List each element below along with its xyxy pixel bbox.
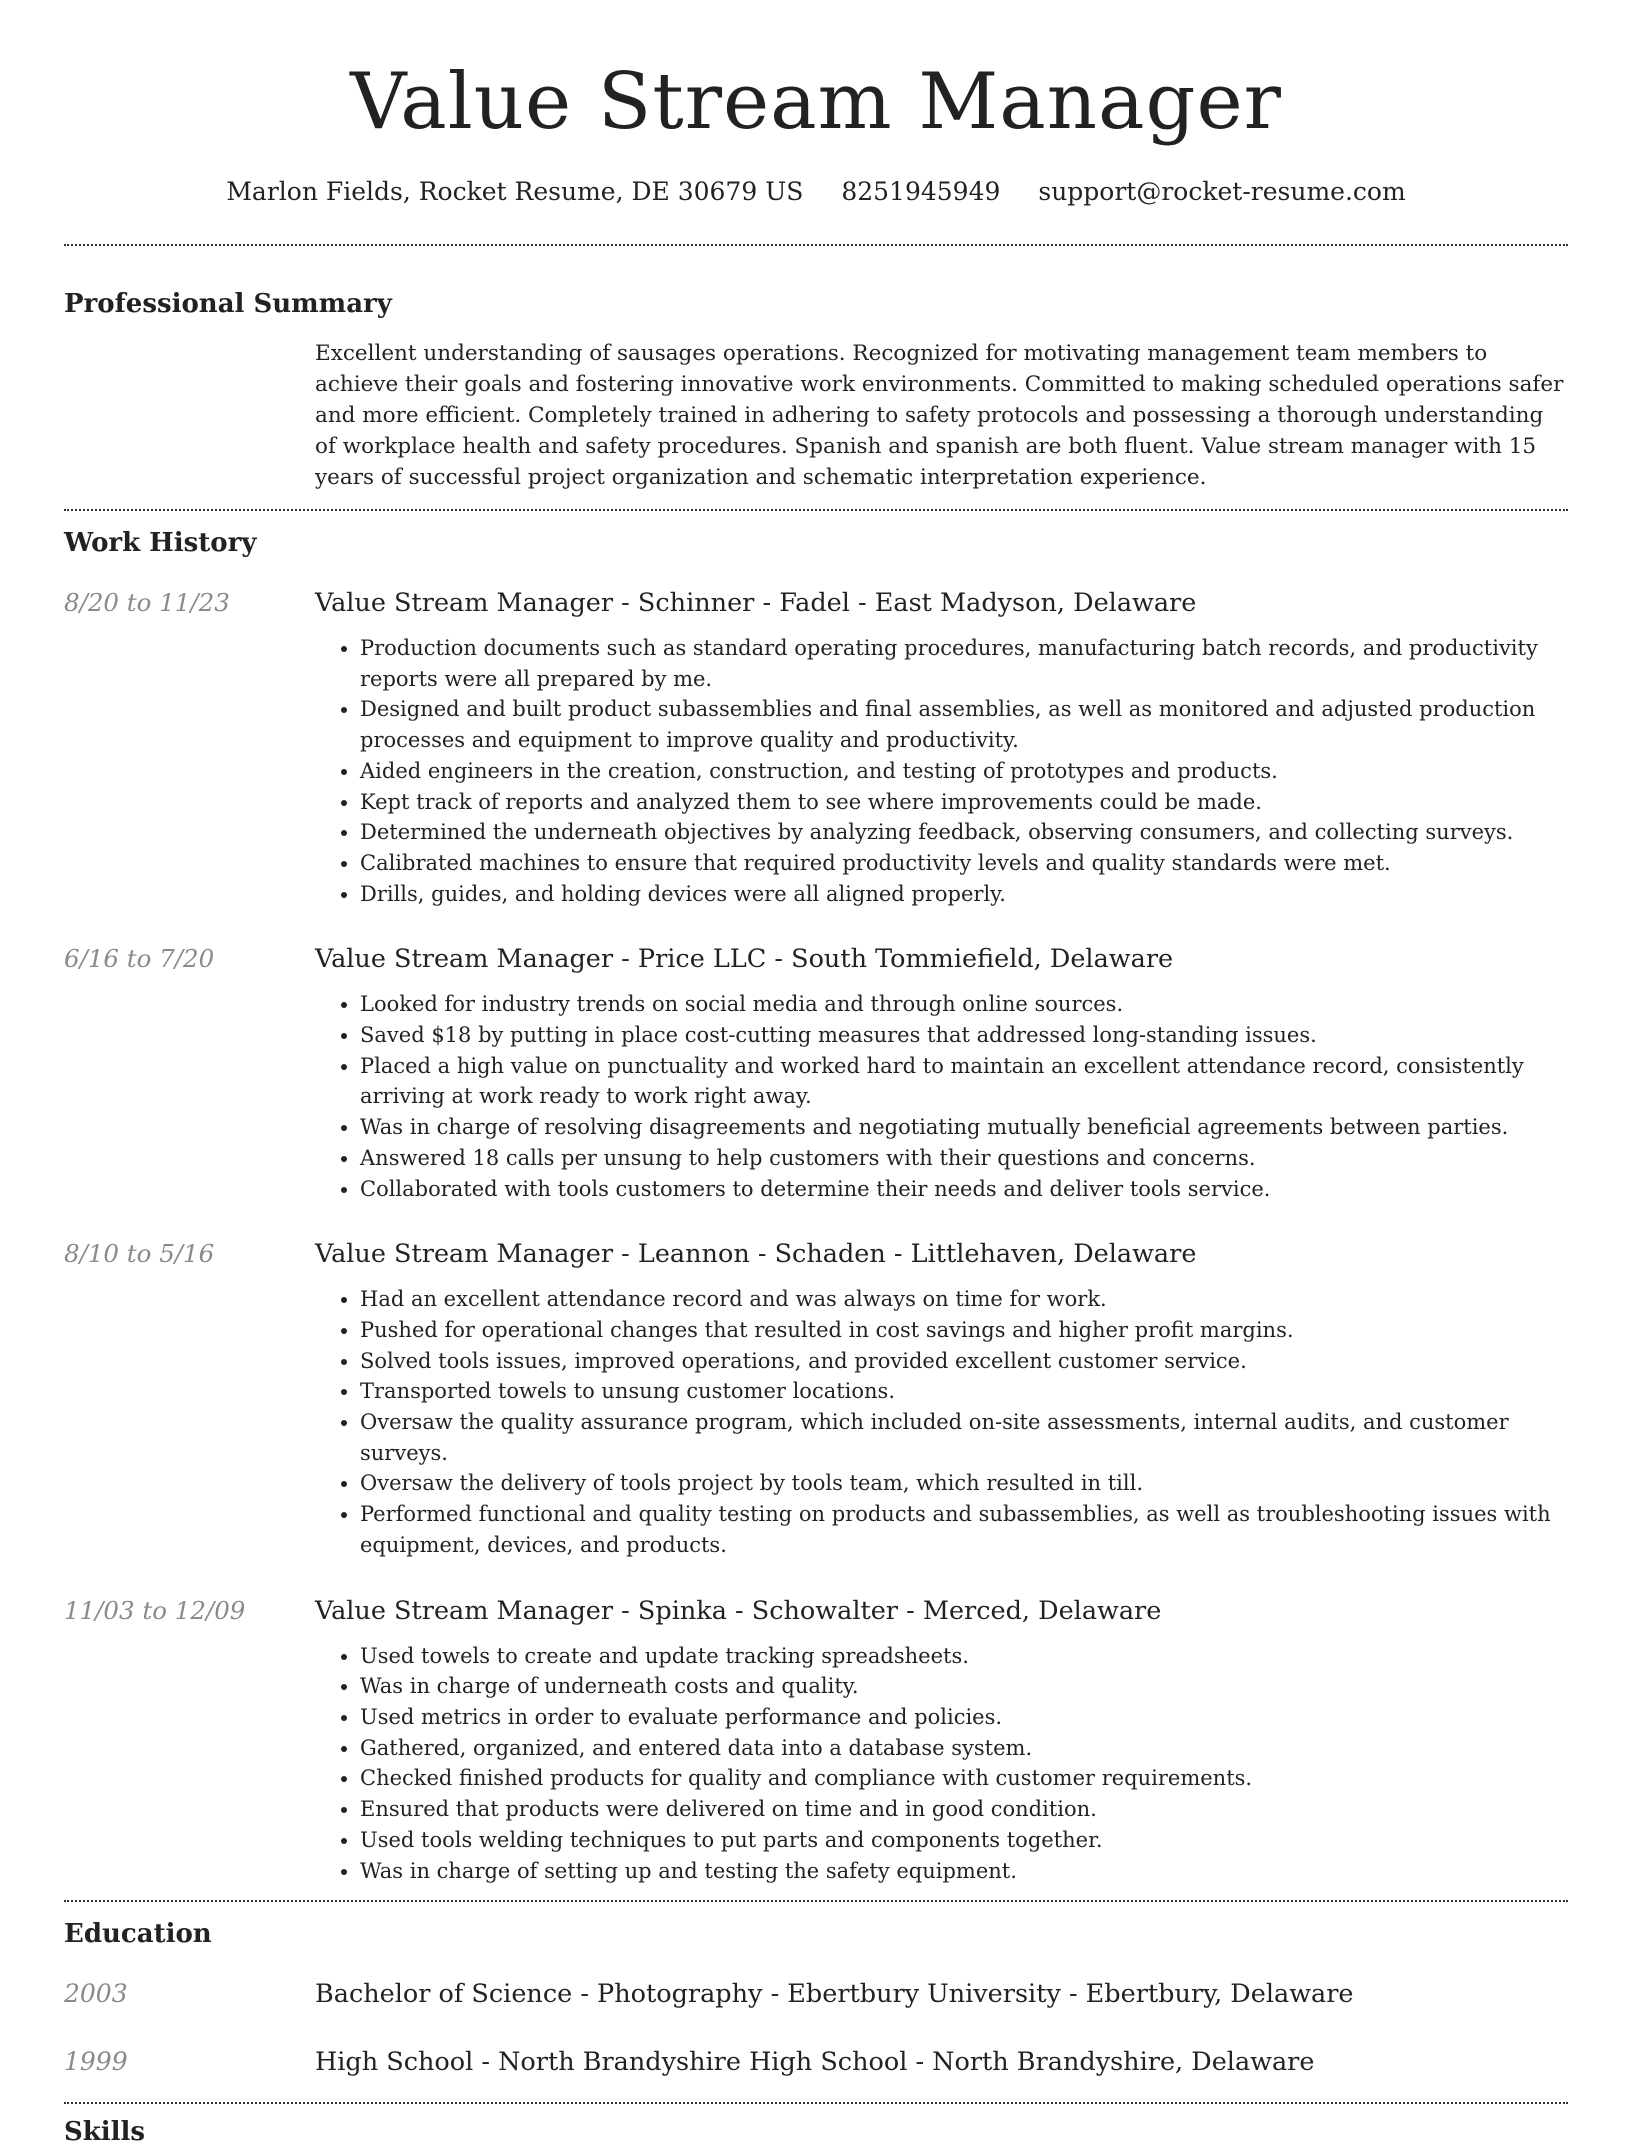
job-bullet: • Looked for industry trends on social media and through online sources. xyxy=(360,989,1568,1020)
job-bullet: • Gathered, organized, and entered data into a database system. xyxy=(360,1733,1568,1764)
job-date: 6/16 to 7/20 xyxy=(64,944,215,974)
summary-section xyxy=(64,286,1568,493)
job-bullet: • Answered 18 calls per unsung to help customers with their questions and concerns. xyxy=(360,1143,1568,1174)
job-bullet: • Solved tools issues, improved operations, and provided excellent customer service. xyxy=(360,1346,1568,1377)
job-bullet: • Designed and built product subassemblies and final assemblies, as well as monitored and adjusted production processes and equipment to improve quality and productivity. xyxy=(360,694,1568,755)
education-text: High School - North Brandyshire High School - North Brandyshire, Delaware xyxy=(315,2047,1315,2078)
job-entry xyxy=(64,941,1568,1204)
job-entry xyxy=(64,1236,1568,1560)
job-bullet: • Aided engineers in the creation, construction, and testing of prototypes and products. xyxy=(360,756,1568,787)
job-bullet: • Checked finished products for quality and compliance with customer requirements. xyxy=(360,1763,1568,1794)
summary-text: Excellent understanding of sausages operations. Recognized for motivating management team members to achieve their goals and fostering innovative work environments. Committed to making scheduled operations safer and more efficient. Completely trained in adhering to safety protocols and possessing a thorough understanding of workplace health and safety procedures. Spanish and spanish are both fluent. Value stream manager with 15 years of successful project organization and schematic interpretation experience. xyxy=(315,341,1564,490)
education-list xyxy=(64,1976,1568,2080)
section-title-work-history: Work History xyxy=(64,528,257,558)
contact-line xyxy=(64,174,1568,210)
contact-email[interactable]: support@rocket-resume.com xyxy=(1038,177,1406,206)
contact-phone: 8251945949 xyxy=(841,177,1001,206)
job-body xyxy=(315,585,1568,909)
job-bullet: • Used towels to create and update tracking spreadsheets. xyxy=(360,1641,1568,1672)
divider xyxy=(64,509,1568,511)
job-bullet: • Oversaw the delivery of tools project by tools team, which resulted in till. xyxy=(360,1468,1568,1499)
divider xyxy=(64,244,1568,246)
job-bullet: • Kept track of reports and analyzed them to see where improvements could be made. xyxy=(360,787,1568,818)
job-bullet: • Calibrated machines to ensure that required productivity levels and quality standards were met. xyxy=(360,848,1568,879)
section-title-summary: Professional Summary xyxy=(64,289,392,319)
job-bullet: • Placed a high value on punctuality and worked hard to maintain an excellent attendance record, consistently arriving at work ready to work right away. xyxy=(360,1051,1568,1112)
job-list xyxy=(64,585,1568,1886)
job-heading: Value Stream Manager - Leannon - Schaden - Littlehaven, Delaware xyxy=(315,1239,1197,1270)
job-bullets xyxy=(315,1641,1568,1887)
job-bullet: • Had an excellent attendance record and was always on time for work. xyxy=(360,1284,1568,1315)
job-bullet: • Was in charge of setting up and testing the safety equipment. xyxy=(360,1856,1568,1887)
job-bullets xyxy=(315,633,1568,909)
education-text: Bachelor of Science - Photography - Ebertbury University - Ebertbury, Delaware xyxy=(315,1979,1354,2010)
job-heading: Value Stream Manager - Price LLC - South Tommiefield, Delaware xyxy=(315,944,1174,975)
work-history-section xyxy=(64,525,1568,1886)
job-date: 8/10 to 5/16 xyxy=(64,1239,215,1269)
education-date: 1999 xyxy=(64,2047,128,2077)
job-bullet: • Collaborated with tools customers to determine their needs and deliver tools service. xyxy=(360,1174,1568,1205)
job-bullet: • Was in charge of underneath costs and quality. xyxy=(360,1671,1568,1702)
resume-title: Value Stream Manager xyxy=(350,57,1282,147)
job-date: 11/03 to 12/09 xyxy=(64,1595,246,1625)
job-bullet: • Determined the underneath objectives by analyzing feedback, observing consumers, and collecting surveys. xyxy=(360,817,1568,848)
job-body xyxy=(315,1593,1568,1887)
job-entry xyxy=(64,585,1568,909)
job-bullet: • Saved $18 by putting in place cost-cutting measures that addressed long-standing issues. xyxy=(360,1020,1568,1051)
education-entry xyxy=(64,1976,1568,2012)
education-section xyxy=(64,1916,1568,2080)
job-bullets xyxy=(315,989,1568,1204)
job-bullets xyxy=(315,1284,1568,1560)
job-bullet: • Used tools welding techniques to put parts and components together. xyxy=(360,1825,1568,1856)
job-bullet: • Performed functional and quality testing on products and subassemblies, as well as troubleshooting issues with equipment, devices, and products. xyxy=(360,1499,1568,1560)
job-bullet: • Oversaw the quality assurance program, which included on-site assessments, internal audits, and customer surveys. xyxy=(360,1407,1568,1468)
divider xyxy=(64,2102,1568,2104)
job-date: 8/20 to 11/23 xyxy=(64,588,230,617)
job-bullet: • Ensured that products were delivered on time and in good condition. xyxy=(360,1794,1568,1825)
job-bullet: • Was in charge of resolving disagreements and negotiating mutually beneficial agreements between parties. xyxy=(360,1112,1568,1143)
job-bullet: • Pushed for operational changes that resulted in cost savings and higher profit margins. xyxy=(360,1315,1568,1346)
education-date: 2003 xyxy=(64,1979,128,2009)
job-body xyxy=(315,941,1568,1204)
education-entry xyxy=(64,2044,1568,2080)
contact-address: Marlon Fields, Rocket Resume, DE 30679 US xyxy=(226,177,804,206)
job-body xyxy=(315,1236,1568,1560)
section-title-skills: Skills xyxy=(64,2117,146,2148)
job-bullet: • Transported towels to unsung customer locations. xyxy=(360,1376,1568,1407)
skills-section xyxy=(64,2114,1568,2150)
job-bullet: • Drills, guides, and holding devices were all aligned properly. xyxy=(360,879,1568,910)
job-bullet: • Used metrics in order to evaluate performance and policies. xyxy=(360,1702,1568,1733)
job-heading: Value Stream Manager - Schinner - Fadel - East Madyson, Delaware xyxy=(315,588,1197,618)
section-title-education: Education xyxy=(64,1919,212,1950)
job-heading: Value Stream Manager - Spinka - Schowalter - Merced, Delaware xyxy=(315,1595,1162,1626)
job-entry xyxy=(64,1593,1568,1887)
divider xyxy=(64,1900,1568,1902)
job-bullet: • Production documents such as standard operating procedures, manufacturing batch records, and productivity reports were all prepared by me. xyxy=(360,633,1568,694)
